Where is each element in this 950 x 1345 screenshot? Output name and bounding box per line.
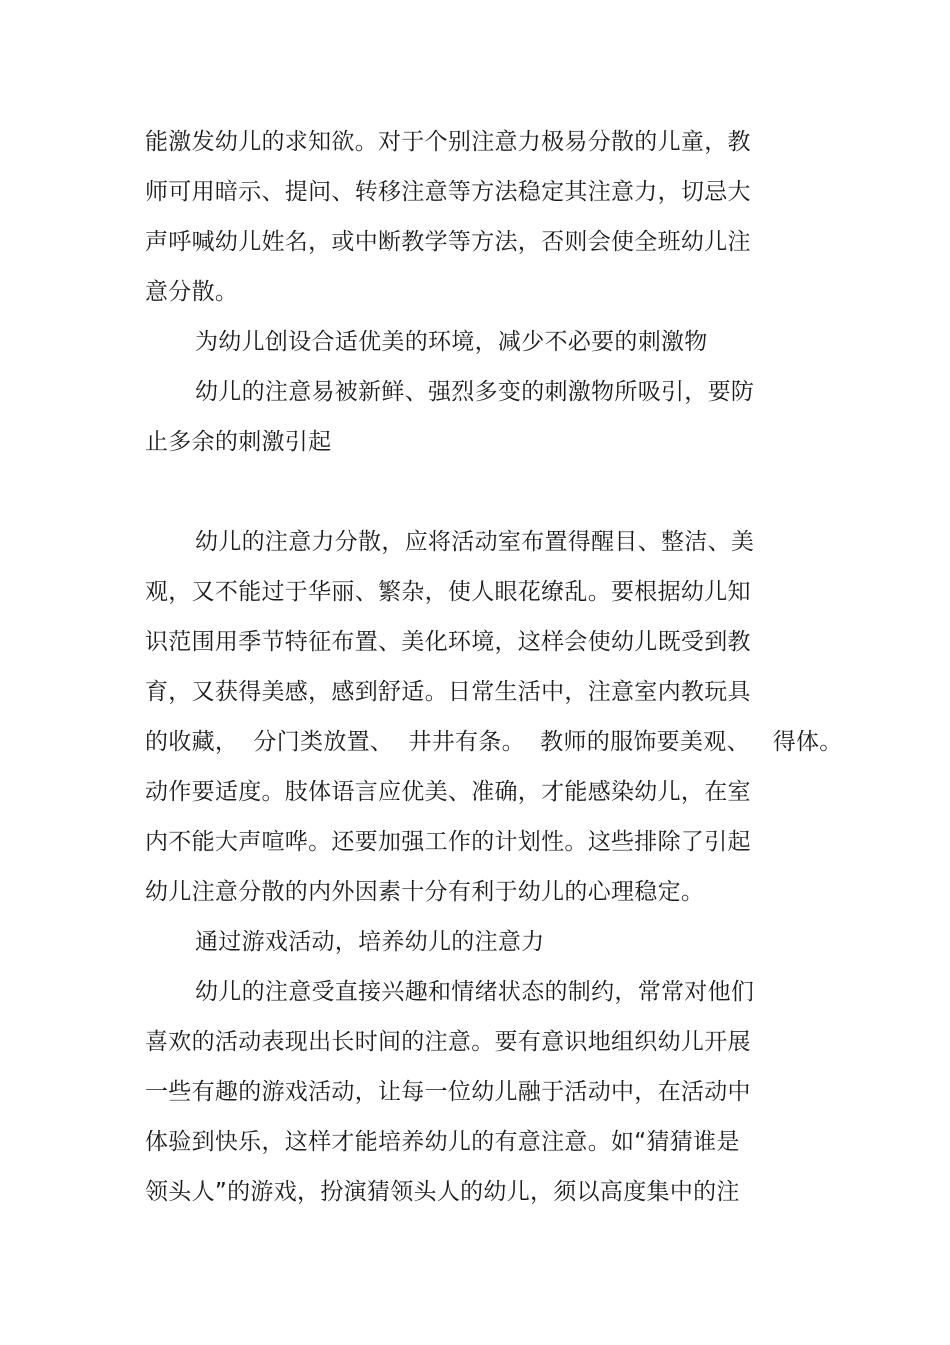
text-line: 一些有趣的游戏活动，让每一位幼儿融于活动中，在活动中 xyxy=(145,1079,751,1105)
text-line: 幼儿注意分散的内外因素十分有利于幼儿的心理稳定。 xyxy=(145,879,705,905)
text-line: 内不能大声喧哗。还要加强工作的计划性。这些排除了引起 xyxy=(145,829,751,855)
text-line: 识范围用季节特征布置、美化环境，这样会使幼儿既受到教 xyxy=(145,629,751,655)
text-line: 声呼喊幼儿姓名，或中断教学等方法，否则会使全班幼儿注 xyxy=(145,229,751,255)
text-line: 意分散。 xyxy=(145,279,239,305)
section-heading: 通过游戏活动，培养幼儿的注意力 xyxy=(195,929,545,955)
text-line: 喜欢的活动表现出长时间的注意。要有意识地组织幼儿开展 xyxy=(145,1029,751,1055)
text-line: 的收藏， 分门类放置、 井井有条。 教师的服饰要美观、 得体。 xyxy=(145,729,843,755)
text-line: 师可用暗示、提问、转移注意等方法稳定其注意力，切忌大 xyxy=(145,179,751,205)
paragraph-start: 幼儿的注意受直接兴趣和情绪状态的制约，常常对他们 xyxy=(195,979,755,1005)
text-line: 育，又获得美感，感到舒适。日常生活中，注意室内教玩具 xyxy=(145,679,751,705)
text-line: 能激发幼儿的求知欲。对于个别注意力极易分散的儿童，教 xyxy=(145,129,751,155)
text-line: 领头人”的游戏，扮演猜领头人的幼儿，须以高度集中的注 xyxy=(145,1179,740,1205)
paragraph-start: 幼儿的注意力分散，应将活动室布置得醒目、整洁、美 xyxy=(195,529,755,555)
paragraph-start: 幼儿的注意易被新鲜、强烈多变的刺激物所吸引，要防 xyxy=(195,379,755,405)
text-line: 观，又不能过于华丽、繁杂，使人眼花缭乱。要根据幼儿知 xyxy=(145,579,751,605)
section-heading: 为幼儿创设合适优美的环境，减少不必要的刺激物 xyxy=(195,329,708,355)
text-line: 体验到快乐，这样才能培养幼儿的有意注意。如“猜猜谁是 xyxy=(145,1129,740,1155)
text-line: 动作要适度。肢体语言应优美、准确，才能感染幼儿，在室 xyxy=(145,779,751,805)
text-line: 止多余的刺激引起 xyxy=(145,429,332,455)
